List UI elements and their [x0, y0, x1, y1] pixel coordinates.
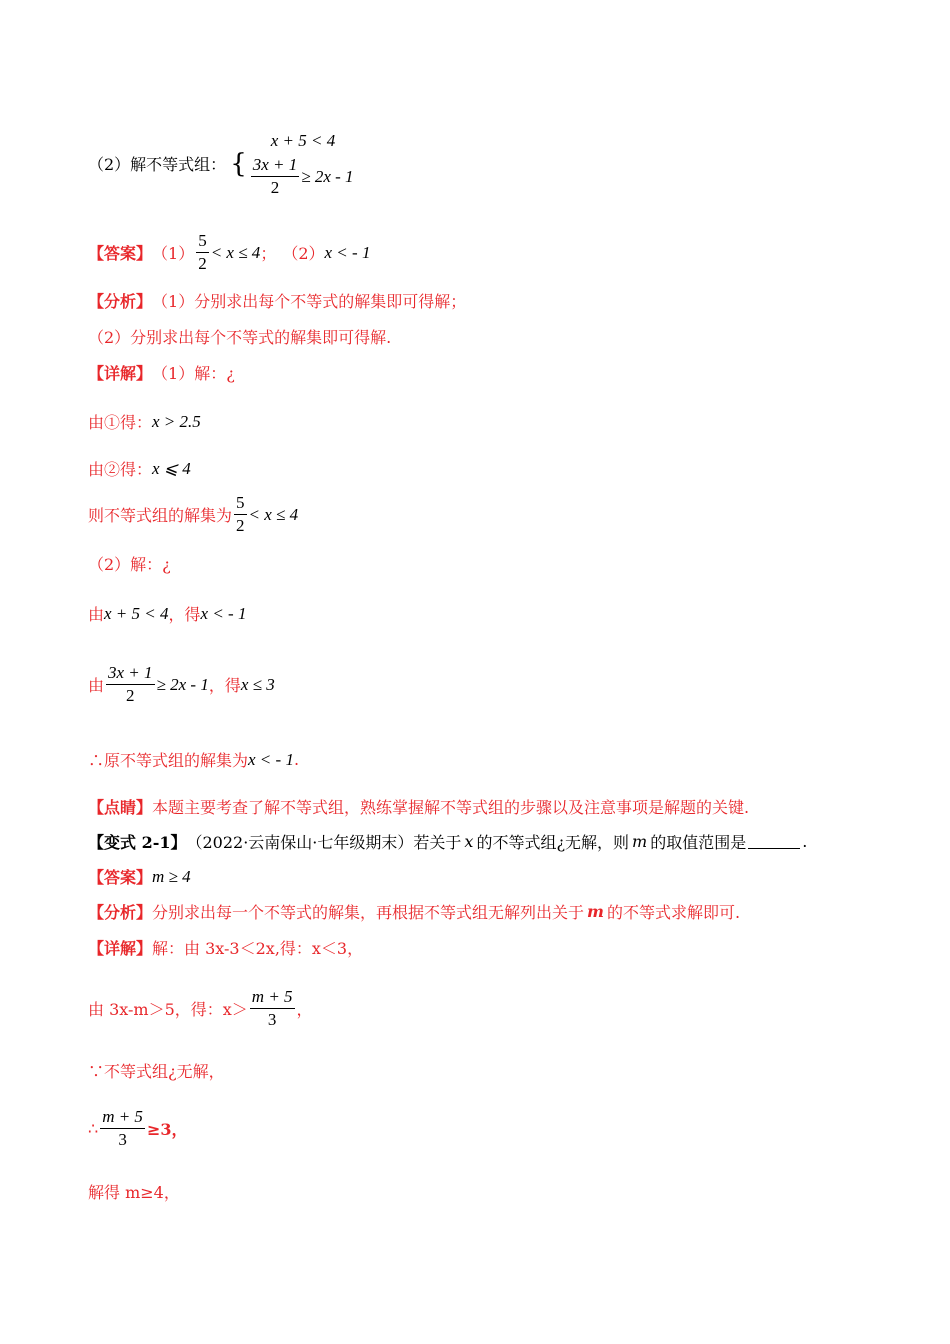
answer2-tag: 【答案】 [88, 868, 153, 887]
variant-m: m [632, 832, 648, 851]
detail2-text-2-end: ， [296, 1000, 313, 1019]
detail-step-4-b: ，得 [168, 605, 201, 624]
detail2-line-2-denominator: 3 [267, 1010, 277, 1029]
detail-step-5-a: 由 [88, 676, 105, 695]
detail-step-5-b: ，得 [208, 676, 241, 695]
detail2-line-2 [88, 986, 313, 1031]
comment-line [88, 795, 749, 818]
answer-p1-numerator: 5 [196, 230, 209, 253]
detail2-text-3: ∵不等式组¿无解， [88, 1062, 225, 1081]
detail-step-6-expr: x < - 1 [248, 749, 294, 769]
detail-step-4 [88, 602, 246, 625]
analysis-line-2 [88, 325, 391, 348]
detail-step-4-expr2: x < - 1 [200, 603, 247, 623]
variant-tag: 【变式 2-1】 [88, 833, 187, 852]
detail-step-4-expr1: x + 5 < 4 [104, 603, 169, 623]
detail-step-5-expr2: x ≤ 3 [240, 674, 275, 694]
detail2-line-4 [88, 1106, 187, 1151]
detail-step-3-numerator: 5 [234, 492, 247, 515]
detail-step-3-denominator: 2 [236, 516, 245, 535]
detail-step-2-expr: x ⩽ 4 [152, 458, 191, 478]
answer2-line [88, 865, 191, 888]
detail-step-3-text: 则不等式组的解集为 [88, 506, 233, 525]
detail-step-5-fraction [106, 662, 155, 707]
detail2-text-1: 解：由 3x-3＜2x,得：x＜3， [152, 939, 364, 958]
analysis2-tag: 【分析】 [88, 903, 153, 922]
detail2-line-2-fraction [250, 986, 295, 1031]
analysis2-m: m [587, 902, 604, 921]
variant-text-1: 若关于 [413, 833, 462, 852]
analysis-line-1 [88, 289, 466, 312]
detail-p2-start-line [88, 552, 171, 575]
detail-step-5-denominator: 2 [126, 686, 135, 705]
system-eq2-fraction [251, 154, 300, 199]
detail-tag: 【详解】 [88, 364, 153, 383]
detail2-line-5 [88, 1180, 180, 1203]
system-brace: { [230, 148, 247, 179]
detail-p1-start: （1）解：¿ [152, 364, 235, 383]
answer-p1-label: （1） [152, 244, 195, 263]
system-eq1: x + 5 < 4 [270, 131, 336, 150]
analysis-tag: 【分析】 [88, 292, 153, 311]
answer-blank[interactable] [748, 834, 800, 849]
analysis-text-2: （2）分别求出每个不等式的解集即可得解. [88, 328, 392, 347]
answer-p1-fraction [196, 230, 209, 275]
detail-step-6-end: . [293, 750, 300, 769]
variant-source: （2022·云南保山·七年级期末） [186, 833, 414, 852]
detail-p2-start: （2）解：¿ [88, 555, 171, 574]
answer-tag: 【答案】 [88, 244, 153, 263]
detail-step-3-rhs: < x ≤ 4 [248, 504, 299, 524]
detail2-text-5: 解得 m≥4， [88, 1183, 180, 1202]
detail-step-1 [88, 410, 201, 433]
detail2-text-2a: 由 3x-m＞5，得：x＞ [88, 1000, 248, 1019]
comment-tag: 【点睛】 [88, 798, 153, 817]
problem-2-prefix: （2）解不等式组： [88, 155, 227, 174]
answer-separator: ； [260, 244, 277, 263]
detail2-line-4-numerator: m + 5 [100, 1106, 145, 1129]
detail2-line-4-denominator: 3 [118, 1130, 127, 1149]
detail-step-6 [88, 748, 299, 771]
analysis-text-1: （1）分别求出每个不等式的解集即可得解； [152, 292, 467, 311]
answer-p2-label: （2） [282, 244, 325, 263]
detail-step-3-fraction [234, 492, 247, 537]
system-eq2-denominator: 2 [270, 178, 280, 197]
detail-step-3 [88, 492, 298, 537]
detail-step-1-expr: x > 2.5 [152, 411, 201, 431]
detail-step-2-text: 由②得： [88, 460, 153, 479]
detail-step-4-a: 由 [88, 605, 105, 624]
detail2-line-2-numerator: m + 5 [250, 986, 295, 1009]
variant-x: x [464, 832, 474, 851]
analysis2-line [88, 900, 740, 923]
detail2-tag: 【详解】 [88, 939, 153, 958]
detail2-text-4a: ∴ [88, 1119, 99, 1138]
system-eq2-numerator: 3x + 1 [251, 154, 300, 177]
detail-line-start [88, 361, 235, 384]
detail-step-5-rhs: ≥ 2x - 1 [156, 674, 209, 694]
detail2-line-4-fraction [100, 1106, 145, 1151]
answer-line [88, 230, 370, 275]
inequality-system [249, 128, 354, 199]
answer2-expr: m ≥ 4 [152, 866, 191, 886]
detail2-line-1 [88, 936, 363, 959]
analysis2-text-2: 的不等式求解即可. [606, 903, 741, 922]
analysis2-text-1: 分别求出每一个不等式的解集，再根据不等式组无解列出关于 [152, 903, 585, 922]
detail-step-6-a: ∴原不等式组的解集为 [88, 751, 249, 770]
variant-text-3: 的取值范围是 [650, 833, 747, 852]
answer-p1-rhs: < x ≤ 4 [210, 242, 261, 262]
detail-step-1-text: 由①得： [88, 413, 153, 432]
variant-line [88, 830, 807, 853]
variant-end: . [802, 832, 808, 851]
detail2-line-3 [88, 1059, 225, 1082]
variant-text-2: 的不等式组¿无解，则 [476, 833, 630, 852]
detail-step-2 [88, 457, 191, 480]
answer-p2-expr: x < - 1 [324, 242, 371, 262]
detail-step-5 [88, 662, 275, 707]
system-eq2-rhs: ≥ 2x - 1 [301, 166, 354, 186]
problem-2-line [88, 128, 354, 199]
detail-step-5-numerator: 3x + 1 [106, 662, 155, 685]
detail2-text-4b: ≥3， [146, 1120, 188, 1139]
comment-text: 本题主要考查了解不等式组，熟练掌握解不等式组的步骤以及注意事项是解题的关键. [152, 798, 750, 817]
answer-p1-denominator: 2 [198, 254, 207, 273]
